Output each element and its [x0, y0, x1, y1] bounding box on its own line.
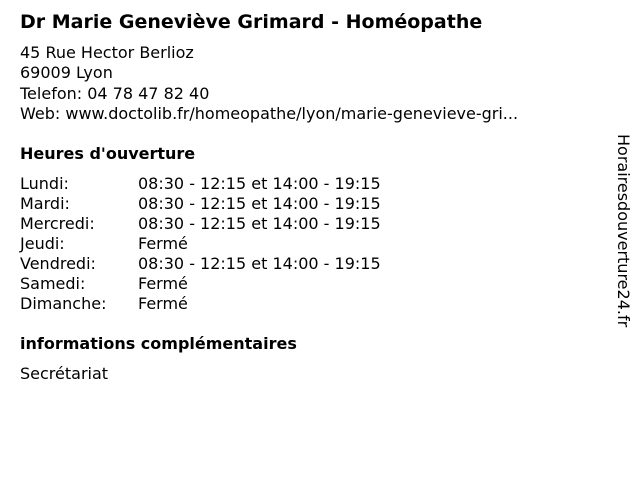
- hours-row-saturday: [20, 274, 381, 294]
- day-label: Samedi:: [20, 274, 86, 293]
- day-label: Jeudi:: [20, 234, 65, 253]
- day-label: Vendredi:: [20, 254, 96, 273]
- hours-row-tuesday: [20, 194, 381, 214]
- website-link[interactable]: Web: www.doctolib.fr/homeopathe/lyon/marie-genevieve-gri...: [20, 103, 519, 123]
- site-watermark: Horairesdouverture24.fr: [614, 134, 633, 328]
- day-label: Mardi:: [20, 194, 70, 213]
- hours-row-friday: [20, 254, 381, 274]
- time-value: 08:30 - 12:15 et 14:00 - 19:15: [138, 254, 381, 273]
- page-title: Dr Marie Geneviève Grimard - Homéopathe: [20, 11, 483, 33]
- time-value: Fermé: [138, 294, 188, 313]
- address-street: 45 Rue Hector Berlioz: [20, 43, 194, 62]
- day-label: Dimanche:: [20, 294, 107, 313]
- info-text: Secrétariat: [20, 364, 109, 383]
- time-value: 08:30 - 12:15 et 14:00 - 19:15: [138, 214, 381, 233]
- info-heading: informations complémentaires: [20, 334, 297, 353]
- hours-row-thursday: [20, 234, 381, 254]
- hours-heading: Heures d'ouverture: [20, 144, 196, 163]
- day-label: Lundi:: [20, 174, 69, 193]
- address-block: [20, 43, 518, 124]
- day-label: Mercredi:: [20, 214, 95, 233]
- time-value: Fermé: [138, 234, 188, 253]
- time-value: 08:30 - 12:15 et 14:00 - 19:15: [138, 174, 381, 193]
- hours-row-sunday: [20, 294, 381, 314]
- hours-row-monday: [20, 174, 381, 194]
- time-value: Fermé: [138, 274, 188, 293]
- phone-number: Telefon: 04 78 47 82 40: [20, 83, 210, 103]
- hours-row-wednesday: [20, 214, 381, 234]
- address-city: 69009 Lyon: [20, 63, 113, 83]
- time-value: 08:30 - 12:15 et 14:00 - 19:15: [138, 194, 381, 213]
- hours-table: [20, 174, 381, 314]
